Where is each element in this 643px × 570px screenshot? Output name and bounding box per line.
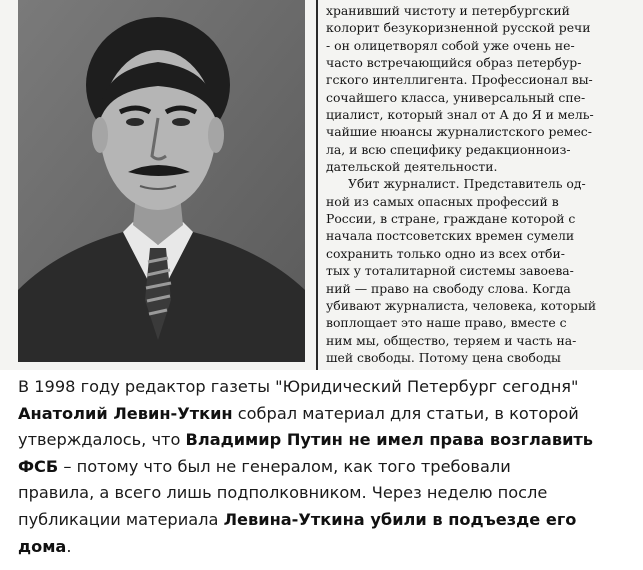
caption-text [18,374,628,560]
article-line [326,366,616,368]
article-line: колорит безукоризненной русской речи [326,20,591,36]
article-line: убивают журналиста, человека, который [326,297,597,313]
caption-line-5: правила, а всего лишь подполковником. Через неделю после [18,483,548,503]
caption-line-1: В 1998 году редактор газеты "Юридический Петербург сегодня" [18,377,579,396]
person-name: Анатолий Левин-Уткин [18,403,233,423]
article-line: ним мы, общество, теряем и часть на- [326,332,577,348]
article-line: сохранить только одно из всех отби- [326,245,565,261]
article-line: дательской деятельности. [326,159,498,175]
caption-line-4: ФСБ – потому что был не генералом, как того требовали [18,456,511,476]
article-line: часто встречающийся образ петербур- [326,55,582,71]
article-line: ла, и всю специфику редакционноиз- [326,141,571,157]
article-line: гского интеллигента. Профессионал вы- [326,72,593,88]
article-line: ний — право на свободу слова. Когда [326,280,571,296]
article-line: начала постсоветских времен сумели [326,228,575,244]
caption-line-7: дома. [18,536,72,556]
article-column [326,2,616,368]
article-line: ной из самых опасных профессий в [326,193,559,209]
article-line: чайшие нюансы журналистского ремес- [326,124,592,140]
article-line: - он олицетворял собой уже очень не- [326,37,575,53]
portrait-photo [18,0,305,362]
article-line: сочайшего класса, универсальный спе- [326,89,586,105]
article-line: тых у тоталитарной системы завоева- [326,263,574,279]
caption-line-3: утверждалось, что Владимир Путин не имел права возглавить [18,430,594,450]
article-line: воплощает это наше право, вместе с [326,315,567,331]
article-line: хранивший чистоту и петербургский [326,3,570,18]
article-line: циалист, который знал от А до Я и мель- [326,107,594,123]
caption-line-6: публикации материала Левина-Уткина убили в подъезде его [18,509,577,529]
portrait-illustration [18,0,305,362]
article-line: Убит журналист. Представитель од- [348,176,586,192]
article-line: шей свободы. Потому цена свободы [326,349,561,365]
article-line: России, в стране, граждане которой с [326,211,576,227]
column-divider [316,0,318,370]
caption-line-2: Анатолий Левин-Уткин собрал материал для статьи, в которой [18,403,579,423]
